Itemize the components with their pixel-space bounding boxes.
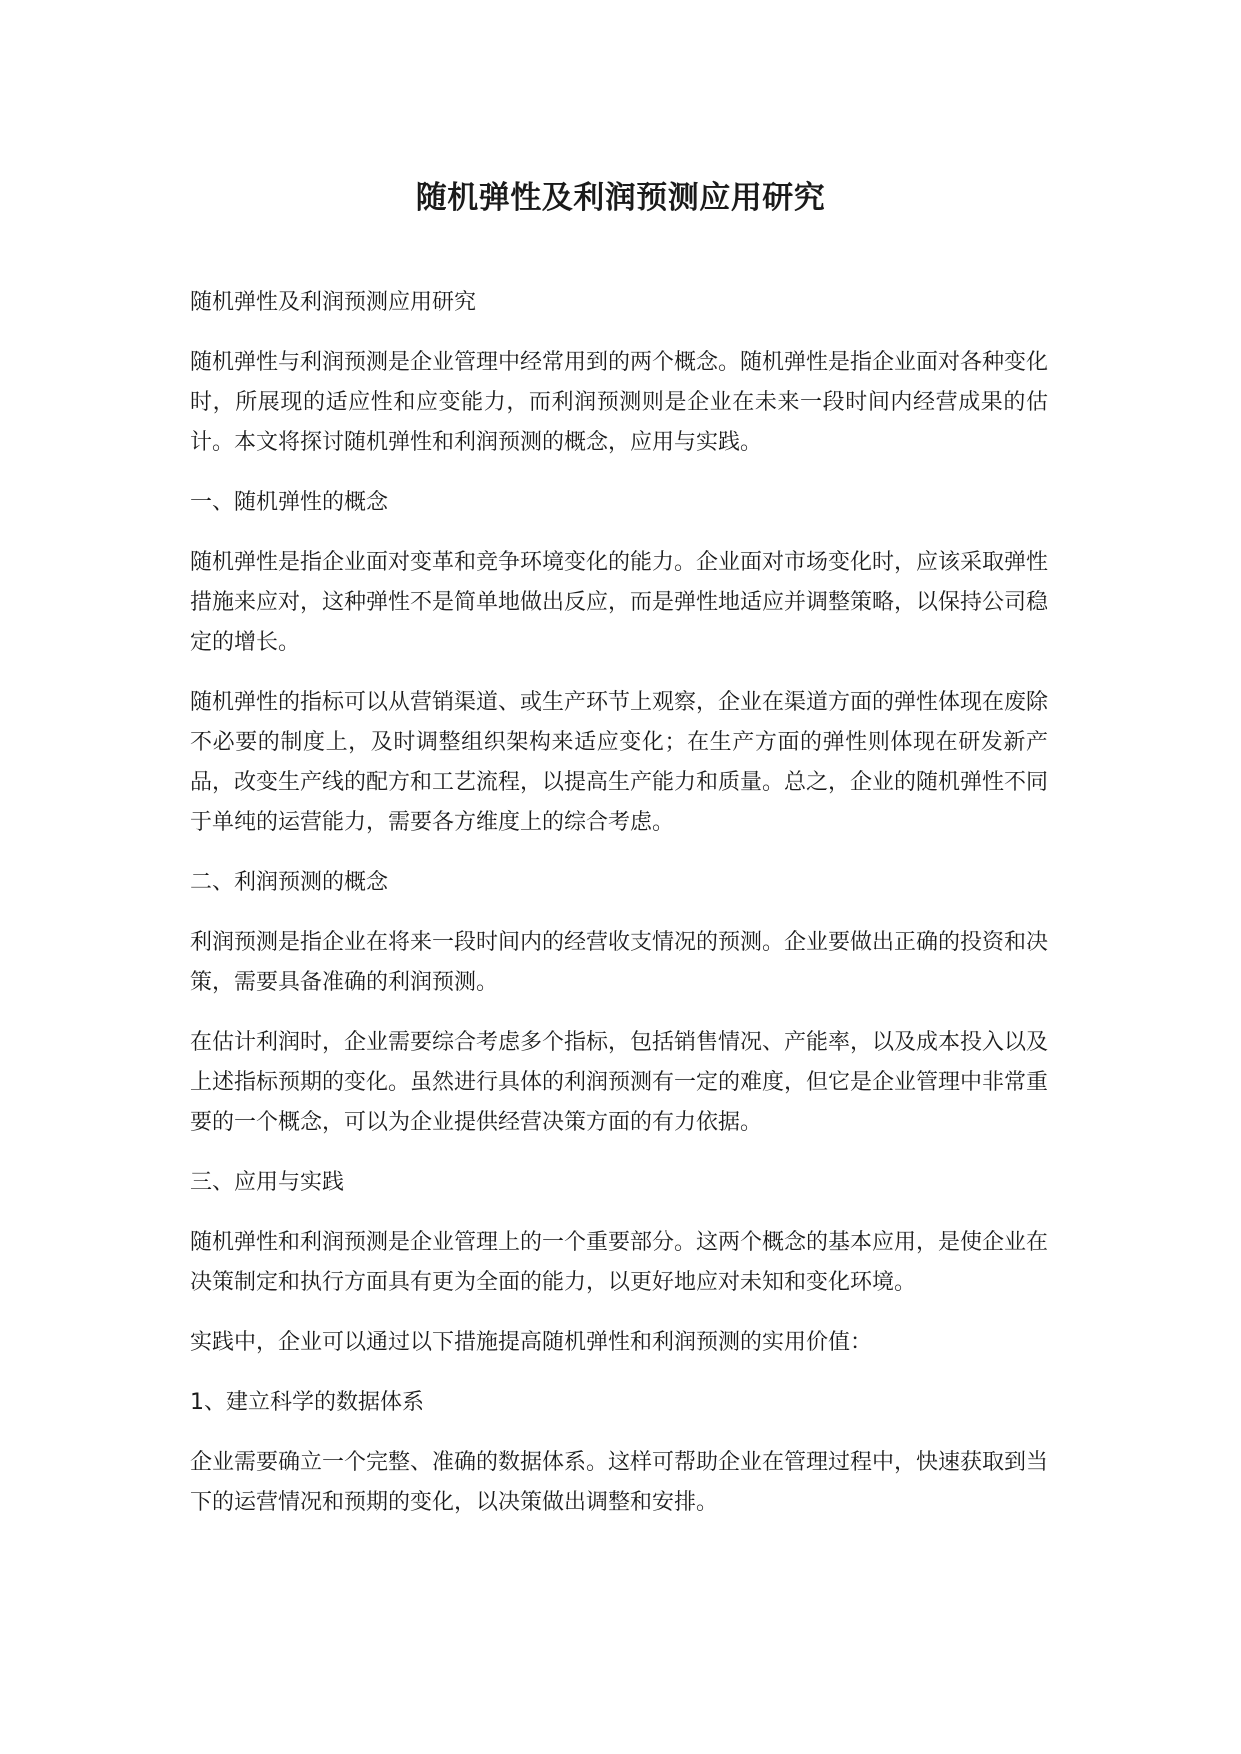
body-paragraph: 实践中，企业可以通过以下措施提高随机弹性和利润预测的实用价值： — [190, 1330, 873, 1355]
section-heading-3: 三、应用与实践 — [190, 1170, 345, 1195]
document-title: 随机弹性及利润预测应用研究 — [415, 180, 826, 216]
section-heading-2: 二、利润预测的概念 — [190, 870, 389, 895]
body-paragraph: 随机弹性的指标可以从营销渠道、或生产环节上观察，企业在渠道方面的弹性体现在废除不必要的制度上，及时调整组织架构来适应变化；在生产方面的弹性则体现在研发新产品，改变生产线的配方和工艺流程，以提高生产能力和质量。总之，企业的随机弹性不同于单纯的运营能力，需要各方维度上的综合考虑。 — [190, 690, 1049, 835]
section-heading-1: 一、随机弹性的概念 — [190, 490, 389, 515]
body-paragraph: 企业需要确立一个完整、准确的数据体系。这样可帮助企业在管理过程中，快速获取到当下的运营情况和预期的变化，以决策做出调整和安排。 — [190, 1450, 1049, 1515]
subtitle-paragraph: 随机弹性及利润预测应用研究 — [190, 290, 477, 315]
document-body — [190, 283, 1048, 1543]
intro-paragraph: 随机弹性与利润预测是企业管理中经常用到的两个概念。随机弹性是指企业面对各种变化时，所展现的适应性和应变能力，而利润预测则是企业在未来一段时间内经营成果的估计。本文将探讨随机弹性和利润预测的概念，应用与实践。 — [190, 350, 1049, 455]
body-paragraph: 在估计利润时，企业需要综合考虑多个指标，包括销售情况、产能率，以及成本投入以及上述指标预期的变化。虽然进行具体的利润预测有一定的难度，但它是企业管理中非常重要的一个概念，可以为企业提供经营决策方面的有力依据。 — [190, 1030, 1049, 1135]
body-paragraph: 利润预测是指企业在将来一段时间内的经营收支情况的预测。企业要做出正确的投资和决策，需要具备准确的利润预测。 — [190, 930, 1049, 995]
body-paragraph: 随机弹性是指企业面对变革和竞争环境变化的能力。企业面对市场变化时，应该采取弹性措施来应对，这种弹性不是简单地做出反应，而是弹性地适应并调整策略，以保持公司稳定的增长。 — [190, 550, 1049, 655]
subsection-heading-1: 1、建立科学的数据体系 — [190, 1390, 424, 1415]
body-paragraph: 随机弹性和利润预测是企业管理上的一个重要部分。这两个概念的基本应用，是使企业在决策制定和执行方面具有更为全面的能力，以更好地应对未知和变化环境。 — [190, 1230, 1049, 1295]
